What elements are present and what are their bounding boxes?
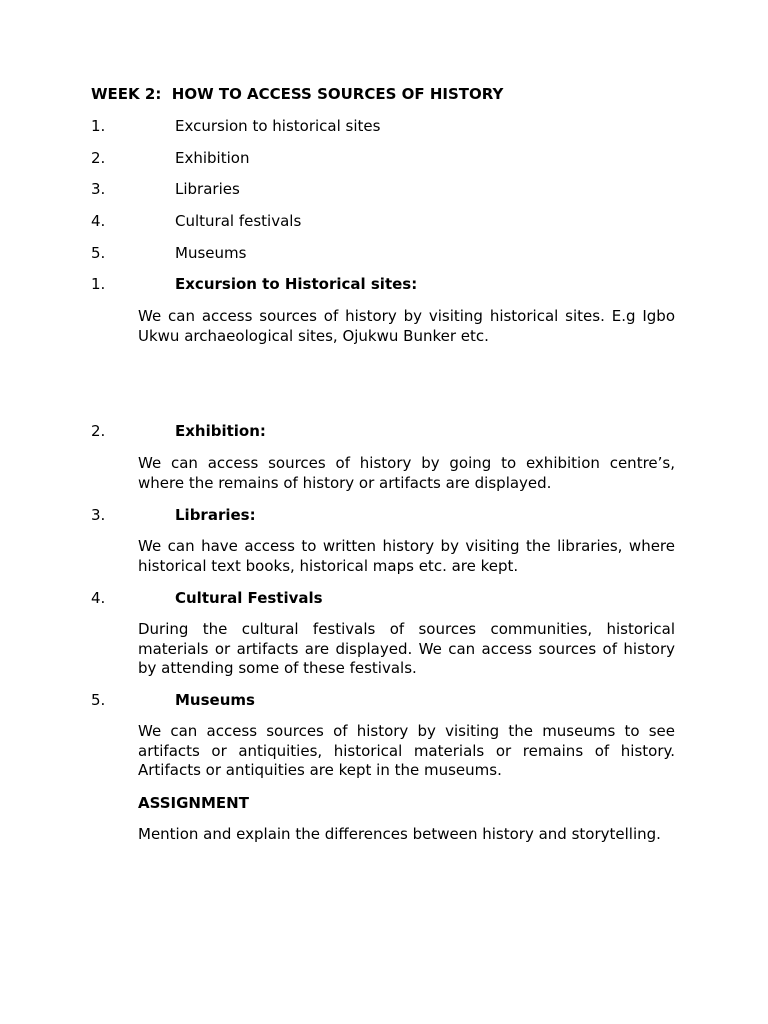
section-heading: Cultural Festivals	[175, 589, 323, 607]
list-item-label: Libraries	[175, 180, 240, 198]
list-item-number: 5.	[91, 244, 106, 262]
list-item-number: 1.	[91, 117, 106, 135]
section-heading: Museums	[175, 691, 255, 709]
section-body: We can access sources of history by visiting the museums to see artifacts or antiquities, historical materials or remains of history. Artifacts or antiquities are kept in the museums.	[138, 722, 675, 779]
section-number: 2.	[91, 422, 106, 440]
section-heading: Excursion to Historical sites:	[175, 275, 418, 293]
section-number: 1.	[91, 275, 106, 293]
list-item-label: Excursion to historical sites	[175, 117, 381, 135]
section-body: We can have access to written history by visiting the libraries, where historical text books, historical maps etc. are kept.	[138, 537, 675, 575]
section-heading-row	[91, 422, 691, 440]
section-heading-row	[91, 275, 691, 293]
section-body: We can access sources of history by visiting historical sites. E.g Igbo Ukwu archaeological sites, Ojukwu Bunker etc.	[138, 307, 675, 345]
section-heading-row	[91, 506, 691, 524]
section-heading: Exhibition:	[175, 422, 266, 440]
section-number: 3.	[91, 506, 106, 524]
section-heading-row	[91, 589, 691, 607]
list-item	[91, 212, 691, 230]
list-item-number: 2.	[91, 149, 106, 167]
list-item-label: Cultural festivals	[175, 212, 302, 230]
section-number: 5.	[91, 691, 106, 709]
list-item	[91, 149, 691, 167]
list-item-label: Museums	[175, 244, 247, 262]
section-heading: Libraries:	[175, 506, 256, 524]
list-item	[91, 180, 691, 198]
list-item-number: 3.	[91, 180, 106, 198]
list-item-label: Exhibition	[175, 149, 250, 167]
list-item-number: 4.	[91, 212, 106, 230]
list-item	[91, 117, 691, 135]
page-title: WEEK 2: HOW TO ACCESS SOURCES OF HISTORY	[91, 85, 504, 103]
assignment-body: Mention and explain the differences between history and storytelling.	[138, 825, 661, 843]
section-heading-row	[91, 691, 691, 709]
section-body: During the cultural festivals of sources communities, historical materials or artifacts are displayed. We can access sources of history by attending some of these festivals.	[138, 620, 675, 677]
assignment-heading: ASSIGNMENT	[138, 794, 249, 812]
list-item	[91, 244, 691, 262]
section-number: 4.	[91, 589, 106, 607]
section-body: We can access sources of history by going to exhibition centre’s, where the remains of history or artifacts are displayed.	[138, 454, 675, 492]
